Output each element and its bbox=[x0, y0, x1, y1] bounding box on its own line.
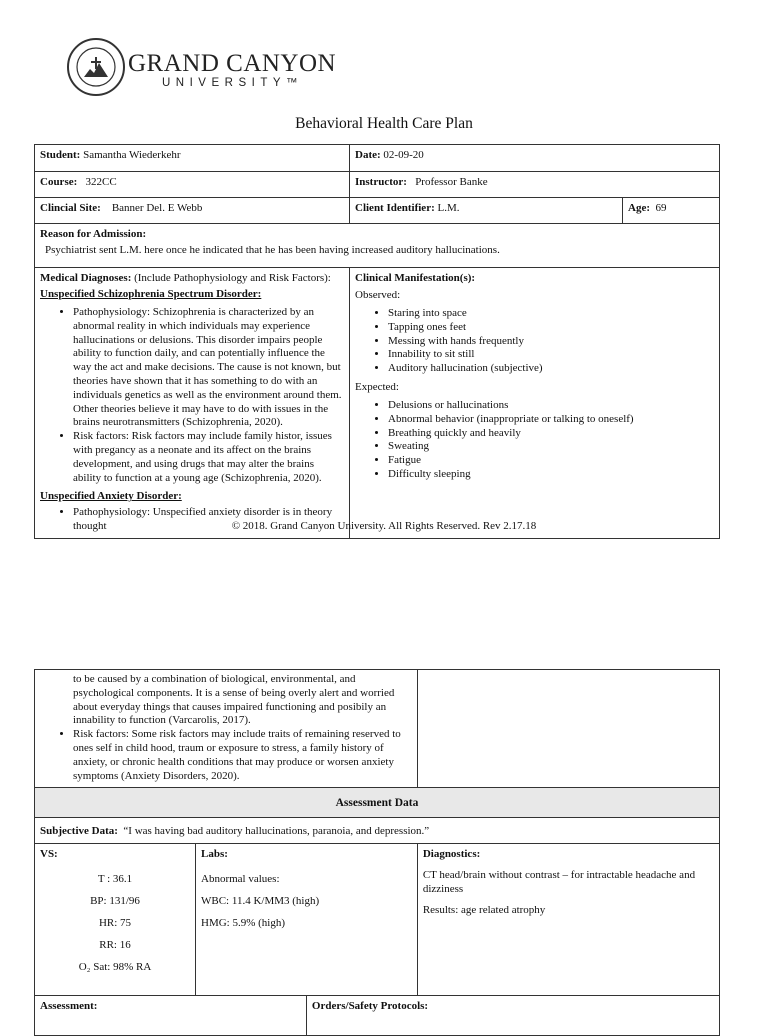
list-item: • Sweating bbox=[388, 440, 714, 454]
labs-list bbox=[201, 868, 412, 934]
diagnostics-cell bbox=[417, 844, 719, 996]
list-item: • Fatigue bbox=[388, 454, 714, 468]
dx1-list bbox=[40, 306, 344, 485]
vs-rr: RR: 16 bbox=[99, 939, 131, 952]
assessment-cell bbox=[35, 996, 307, 1036]
course-value: 322CC bbox=[85, 176, 117, 188]
labs-cell bbox=[196, 844, 418, 996]
clinical-continued-cell bbox=[417, 670, 719, 788]
expected-list bbox=[355, 399, 714, 482]
care-plan-table-page1 bbox=[34, 144, 720, 539]
list-item: • Difficulty sleeping bbox=[388, 468, 714, 482]
list-item: • Abnormal behavior (inappropriate or talking to oneself) bbox=[388, 413, 714, 427]
vs-bp: BP: 131/96 bbox=[90, 895, 140, 908]
list-item: • Messing with hands frequently bbox=[388, 335, 714, 349]
diagnostic-item: Results: age related atrophy bbox=[422, 904, 546, 917]
dx2-title: Unspecified Anxiety Disorder: bbox=[40, 490, 182, 503]
orders-label: Orders/Safety Protocols: bbox=[311, 1000, 429, 1013]
list-item: • Tapping ones feet bbox=[388, 321, 714, 335]
assessment-label: Assessment: bbox=[40, 1000, 98, 1013]
vs-label: VS: bbox=[40, 848, 58, 861]
vs-list bbox=[40, 868, 190, 978]
labs-label: Labs: bbox=[201, 848, 228, 861]
diagnostic-item: CT head/brain without contrast – for intractable headache and dizziness bbox=[422, 869, 696, 896]
seal-icon bbox=[66, 33, 128, 103]
list-item: • Pathophysiology: Schizophrenia is characterized by an abnormal reality in which individuals may experience hallucinations or delusions. This disorder impairs people ability to function daily, and can potentially influence the way the act and make decisions. The cause is not known, but theories have shown that it has something to do with an individuals genetics as well as the environment around them. Other theories believe it may have to do with issues in the brains neurotransmitters (Schizophrenia, 2020). bbox=[73, 306, 344, 430]
vs-o2: O₂ Sat: 98% RA bbox=[78, 961, 152, 974]
observed-label: Observed: bbox=[355, 289, 401, 301]
diagnostics-label: Diagnostics: bbox=[422, 848, 481, 861]
list-item: • Risk factors: Some risk factors may include traits of remaining reserved to ones self in child hood, traum or exposure to stress, a family history of anxiety, or chronic health conditions that may produce or worsen anxiety symptoms (Anxiety Disorders, 2020). bbox=[73, 728, 412, 783]
vital-signs-cell bbox=[35, 844, 196, 996]
age-value: 69 bbox=[655, 202, 667, 214]
logo-line1: GRAND CANYON bbox=[128, 50, 337, 77]
admission-cell bbox=[35, 224, 720, 268]
site-value: Banner Del. E Webb bbox=[111, 202, 203, 214]
vs-temp: T : 36.1 bbox=[97, 873, 133, 886]
lab-item: HMG: 5.9% (high) bbox=[201, 917, 286, 930]
medical-diagnoses-cell: Medical Diagnoses: (Include Pathophysiology and Risk Factors): Unspecified Schizophrenia Spectrum Disorder: • Pathophysiology: Schizophrenia is characterized by an abnormal reality in which individuals may experience hallucinations or delusions. This disorder impairs people ability to function daily, and can potentially influence the way the act and make decisions. The cause is not known, but theories have shown that it has something to do with an individuals genetics as well as the environment around them. Other theories believe it may have to do with issues in the brains neurotransmitters (Schizophrenia, 2020). • Risk factors: Risk factors may include family histor, issues with pregancy as a neonate and its affect on the brains development, and using drugs that may alter the brains ability to function at a young age (Schizophrenia, 2020). Unspecified Anxiety Disorder: • Pathophysiology: Unspecified anxiety disorder is in theory thought bbox=[35, 268, 350, 539]
student-value: Samantha Wiederkehr bbox=[83, 149, 181, 161]
date-value: 02-09-20 bbox=[383, 149, 424, 161]
list-item: • Auditory hallucination (subjective) bbox=[388, 362, 714, 376]
subjective-data-cell: Subjective Data: “I was having bad auditory hallucinations, paranoia, and depression.” bbox=[35, 818, 720, 844]
medical-diagnoses-continued-cell bbox=[35, 670, 418, 788]
list-item: • Delusions or hallucinations bbox=[388, 399, 714, 413]
site-cell: Clincial Site: Banner Del. E Webb bbox=[35, 198, 350, 224]
list-item: • Pathophysiology: Unspecified anxiety disorder is in theory thought bbox=[73, 506, 344, 534]
list-item: • Breathing quickly and heavily bbox=[388, 427, 714, 441]
expected-label: Expected: bbox=[355, 380, 399, 393]
vs-hr: HR: 75 bbox=[98, 917, 132, 930]
lab-item: WBC: 11.4 K/MM3 (high) bbox=[201, 895, 320, 908]
instructor-cell: Instructor: Professor Banke bbox=[350, 172, 720, 198]
care-plan-table-page2 bbox=[34, 669, 720, 1036]
list-item: • Innability to sit still bbox=[388, 348, 714, 362]
student-cell: Student: Samantha Wiederkehr bbox=[35, 145, 350, 172]
instructor-value: Professor Banke bbox=[415, 176, 488, 188]
copyright-footer: © 2018. Grand Canyon University. All Rights Reserved. Rev 2.17.18 bbox=[231, 520, 537, 532]
date-cell: Date: 02-09-20 bbox=[350, 145, 720, 172]
admission-label: Reason for Admission: bbox=[40, 228, 147, 240]
course-cell: Course: 322CC bbox=[35, 172, 350, 198]
assessment-data-header: Assessment Data bbox=[35, 788, 720, 818]
subjective-value: “I was having bad auditory hallucinations, paranoia, and depression.” bbox=[123, 824, 430, 837]
observed-list bbox=[355, 307, 714, 376]
dx2-risk-list bbox=[40, 728, 412, 783]
dx1-title: Unspecified Schizophrenia Spectrum Disorder: bbox=[40, 288, 262, 300]
list-item: • Risk factors: Risk factors may include family histor, issues with pregancy as a neonate and its affect on the brains development, and using drugs that may alter the brains ability to function at a young age (Schizophrenia, 2020). bbox=[73, 430, 344, 485]
client-cell: Client Identifier: L.M. bbox=[350, 198, 623, 224]
orders-cell bbox=[306, 996, 719, 1036]
document-title: Behavioral Health Care Plan bbox=[295, 115, 473, 132]
lab-item: Abnormal values: bbox=[201, 873, 280, 886]
logo-line2: UNIVERSITY™ bbox=[162, 77, 304, 89]
dx2-continued: to be caused by a combination of biological, environmental, and psychological components. It is a sense of being overly alert and worried about everyday things that causes impaired functioning and posibily an innability to function (Varcarolis, 2017). bbox=[73, 673, 395, 727]
client-value: L.M. bbox=[437, 202, 460, 214]
clinical-manifestations-cell bbox=[350, 268, 720, 539]
clinical-label: Clinical Manifestation(s): bbox=[355, 272, 476, 284]
admission-text: Psychiatrist sent L.M. here once he indicated that he has been having increased auditory hallucinations. bbox=[45, 244, 500, 256]
age-cell: Age: 69 bbox=[623, 198, 720, 224]
list-item: • Staring into space bbox=[388, 307, 714, 321]
